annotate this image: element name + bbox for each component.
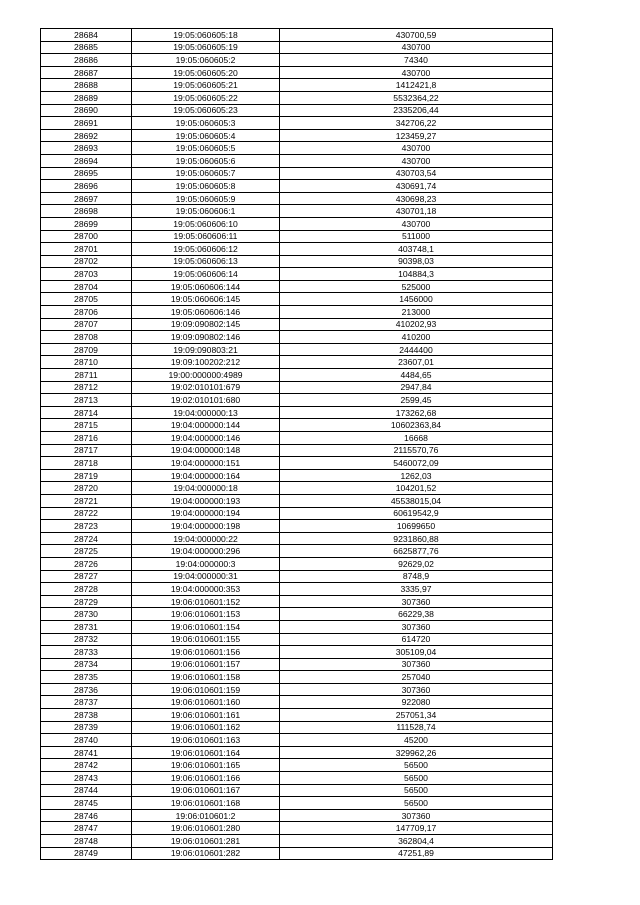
row-number-cell: 28721: [41, 494, 132, 507]
value-cell: 342706,22: [280, 117, 553, 130]
value-cell: 511000: [280, 230, 553, 243]
value-cell: 104884,3: [280, 268, 553, 281]
value-cell: 307360: [280, 809, 553, 822]
cadastral-number-cell: 19:05:060606:14: [132, 268, 280, 281]
row-number-cell: 28699: [41, 217, 132, 230]
table-row: [41, 457, 553, 470]
row-number-cell: 28712: [41, 381, 132, 394]
cadastral-number-cell: 19:05:060605:18: [132, 29, 280, 42]
cadastral-number-cell: 19:06:010601:157: [132, 658, 280, 671]
row-number-cell: 28697: [41, 192, 132, 205]
row-number-cell: 28691: [41, 117, 132, 130]
table-row: [41, 180, 553, 193]
table-row: [41, 217, 553, 230]
cadastral-number-cell: 19:04:000000:31: [132, 570, 280, 583]
value-cell: 329962,26: [280, 746, 553, 759]
cadastral-number-cell: 19:06:010601:168: [132, 797, 280, 810]
table-row: [41, 444, 553, 457]
table-row: [41, 583, 553, 596]
value-cell: 9231860,88: [280, 532, 553, 545]
cadastral-number-cell: 19:05:060606:13: [132, 255, 280, 268]
row-number-cell: 28708: [41, 331, 132, 344]
row-number-cell: 28702: [41, 255, 132, 268]
table-row: [41, 469, 553, 482]
value-cell: 147709,17: [280, 822, 553, 835]
value-cell: 307360: [280, 595, 553, 608]
value-cell: 430703,54: [280, 167, 553, 180]
table-row: [41, 104, 553, 117]
value-cell: 257051,34: [280, 709, 553, 722]
row-number-cell: 28714: [41, 406, 132, 419]
cadastral-number-cell: 19:05:060606:11: [132, 230, 280, 243]
row-number-cell: 28700: [41, 230, 132, 243]
value-cell: 8748,9: [280, 570, 553, 583]
table-row: [41, 66, 553, 79]
value-cell: 307360: [280, 658, 553, 671]
cadastral-number-cell: 19:06:010601:162: [132, 721, 280, 734]
cadastral-number-cell: 19:09:090802:146: [132, 331, 280, 344]
cadastral-number-cell: 19:05:060605:7: [132, 167, 280, 180]
value-cell: 430700: [280, 217, 553, 230]
row-number-cell: 28734: [41, 658, 132, 671]
value-cell: 5532364,22: [280, 91, 553, 104]
table-row: [41, 570, 553, 583]
table-row: [41, 142, 553, 155]
cadastral-number-cell: 19:04:000000:146: [132, 432, 280, 445]
cadastral-number-cell: 19:09:090803:21: [132, 343, 280, 356]
table-row: [41, 29, 553, 42]
value-cell: 403748,1: [280, 243, 553, 256]
cadastral-number-cell: 19:05:060606:144: [132, 280, 280, 293]
value-cell: 1262,03: [280, 469, 553, 482]
table-row: [41, 255, 553, 268]
value-cell: 430700: [280, 41, 553, 54]
table-row: [41, 784, 553, 797]
value-cell: 6625877,76: [280, 545, 553, 558]
table-row: [41, 847, 553, 860]
cadastral-number-cell: 19:05:060606:145: [132, 293, 280, 306]
row-number-cell: 28740: [41, 734, 132, 747]
row-number-cell: 28716: [41, 432, 132, 445]
cadastral-number-cell: 19:05:060605:23: [132, 104, 280, 117]
table-row: [41, 243, 553, 256]
row-number-cell: 28719: [41, 469, 132, 482]
table-row: [41, 117, 553, 130]
table-row: [41, 230, 553, 243]
row-number-cell: 28707: [41, 318, 132, 331]
table-row: [41, 759, 553, 772]
table-row: [41, 419, 553, 432]
table-row: [41, 671, 553, 684]
value-cell: 92629,02: [280, 557, 553, 570]
table-row: [41, 709, 553, 722]
cadastral-number-cell: 19:06:010601:159: [132, 683, 280, 696]
cadastral-number-cell: 19:05:060605:19: [132, 41, 280, 54]
table-row: [41, 154, 553, 167]
cadastral-number-cell: 19:05:060605:8: [132, 180, 280, 193]
value-cell: 1412421,8: [280, 79, 553, 92]
table-row: [41, 620, 553, 633]
cadastral-number-cell: 19:05:060605:5: [132, 142, 280, 155]
value-cell: 525000: [280, 280, 553, 293]
cadastral-number-cell: 19:04:000000:193: [132, 494, 280, 507]
row-number-cell: 28746: [41, 809, 132, 822]
table-row: [41, 394, 553, 407]
value-cell: 123459,27: [280, 129, 553, 142]
row-number-cell: 28727: [41, 570, 132, 583]
table-row: [41, 633, 553, 646]
table-row: [41, 280, 553, 293]
row-number-cell: 28710: [41, 356, 132, 369]
value-cell: 173262,68: [280, 406, 553, 419]
row-number-cell: 28726: [41, 557, 132, 570]
value-cell: 614720: [280, 633, 553, 646]
table-row: [41, 91, 553, 104]
cadastral-number-cell: 19:04:000000:198: [132, 520, 280, 533]
cadastral-number-cell: 19:04:000000:22: [132, 532, 280, 545]
table-row: [41, 772, 553, 785]
cadastral-number-cell: 19:04:000000:148: [132, 444, 280, 457]
cadastral-number-cell: 19:05:060605:9: [132, 192, 280, 205]
row-number-cell: 28718: [41, 457, 132, 470]
cadastral-number-cell: 19:06:010601:156: [132, 646, 280, 659]
value-cell: 362804,4: [280, 835, 553, 848]
value-cell: 56500: [280, 772, 553, 785]
table-row: [41, 381, 553, 394]
table-row: [41, 482, 553, 495]
value-cell: 5460072,09: [280, 457, 553, 470]
table-row: [41, 646, 553, 659]
data-table: [40, 28, 553, 860]
row-number-cell: 28728: [41, 583, 132, 596]
cadastral-number-cell: 19:06:010601:163: [132, 734, 280, 747]
value-cell: 45200: [280, 734, 553, 747]
table-row: [41, 406, 553, 419]
table-row: [41, 608, 553, 621]
row-number-cell: 28704: [41, 280, 132, 293]
value-cell: 56500: [280, 797, 553, 810]
table-row: [41, 41, 553, 54]
table-row: [41, 343, 553, 356]
cadastral-number-cell: 19:06:010601:155: [132, 633, 280, 646]
cadastral-number-cell: 19:06:010601:165: [132, 759, 280, 772]
row-number-cell: 28705: [41, 293, 132, 306]
value-cell: 430700: [280, 154, 553, 167]
value-cell: 307360: [280, 620, 553, 633]
cadastral-number-cell: 19:05:060606:10: [132, 217, 280, 230]
table-row: [41, 129, 553, 142]
row-number-cell: 28732: [41, 633, 132, 646]
value-cell: 66229,38: [280, 608, 553, 621]
value-cell: 410200: [280, 331, 553, 344]
row-number-cell: 28741: [41, 746, 132, 759]
row-number-cell: 28696: [41, 180, 132, 193]
value-cell: 410202,93: [280, 318, 553, 331]
row-number-cell: 28690: [41, 104, 132, 117]
row-number-cell: 28713: [41, 394, 132, 407]
value-cell: 430700: [280, 66, 553, 79]
cadastral-number-cell: 19:00:000000:4989: [132, 369, 280, 382]
row-number-cell: 28725: [41, 545, 132, 558]
value-cell: 10602363,84: [280, 419, 553, 432]
cadastral-number-cell: 19:04:000000:296: [132, 545, 280, 558]
cadastral-number-cell: 19:02:010101:679: [132, 381, 280, 394]
value-cell: 47251,89: [280, 847, 553, 860]
cadastral-number-cell: 19:06:010601:166: [132, 772, 280, 785]
table-row: [41, 734, 553, 747]
table-row: [41, 809, 553, 822]
value-cell: 922080: [280, 696, 553, 709]
value-cell: 430701,18: [280, 205, 553, 218]
table-row: [41, 595, 553, 608]
value-cell: 3335,97: [280, 583, 553, 596]
value-cell: 16668: [280, 432, 553, 445]
table-row: [41, 268, 553, 281]
cadastral-number-cell: 19:04:000000:13: [132, 406, 280, 419]
value-cell: 10699650: [280, 520, 553, 533]
value-cell: 4484,65: [280, 369, 553, 382]
table-row: [41, 545, 553, 558]
value-cell: 60619542,9: [280, 507, 553, 520]
row-number-cell: 28692: [41, 129, 132, 142]
row-number-cell: 28685: [41, 41, 132, 54]
row-number-cell: 28723: [41, 520, 132, 533]
cadastral-number-cell: 19:09:090802:145: [132, 318, 280, 331]
cadastral-number-cell: 19:05:060606:1: [132, 205, 280, 218]
cadastral-number-cell: 19:06:010601:158: [132, 671, 280, 684]
value-cell: 430698,23: [280, 192, 553, 205]
row-number-cell: 28747: [41, 822, 132, 835]
table-row: [41, 54, 553, 67]
row-number-cell: 28724: [41, 532, 132, 545]
table-row: [41, 696, 553, 709]
cadastral-number-cell: 19:09:100202:212: [132, 356, 280, 369]
value-cell: 111528,74: [280, 721, 553, 734]
row-number-cell: 28715: [41, 419, 132, 432]
cadastral-number-cell: 19:05:060605:6: [132, 154, 280, 167]
value-cell: 257040: [280, 671, 553, 684]
value-cell: 2599,45: [280, 394, 553, 407]
table-row: [41, 494, 553, 507]
row-number-cell: 28738: [41, 709, 132, 722]
cadastral-number-cell: 19:06:010601:282: [132, 847, 280, 860]
cadastral-number-cell: 19:04:000000:353: [132, 583, 280, 596]
row-number-cell: 28730: [41, 608, 132, 621]
value-cell: 305109,04: [280, 646, 553, 659]
row-number-cell: 28687: [41, 66, 132, 79]
table-row: [41, 658, 553, 671]
row-number-cell: 28749: [41, 847, 132, 860]
row-number-cell: 28729: [41, 595, 132, 608]
cadastral-number-cell: 19:06:010601:154: [132, 620, 280, 633]
cadastral-number-cell: 19:06:010601:281: [132, 835, 280, 848]
cadastral-number-cell: 19:04:000000:194: [132, 507, 280, 520]
row-number-cell: 28742: [41, 759, 132, 772]
cadastral-number-cell: 19:06:010601:153: [132, 608, 280, 621]
cadastral-number-cell: 19:06:010601:167: [132, 784, 280, 797]
row-number-cell: 28709: [41, 343, 132, 356]
cadastral-number-cell: 19:04:000000:3: [132, 557, 280, 570]
row-number-cell: 28695: [41, 167, 132, 180]
row-number-cell: 28684: [41, 29, 132, 42]
cadastral-number-cell: 19:05:060605:3: [132, 117, 280, 130]
row-number-cell: 28686: [41, 54, 132, 67]
cadastral-number-cell: 19:05:060606:146: [132, 306, 280, 319]
row-number-cell: 28737: [41, 696, 132, 709]
cadastral-number-cell: 19:05:060605:4: [132, 129, 280, 142]
row-number-cell: 28748: [41, 835, 132, 848]
value-cell: 430691,74: [280, 180, 553, 193]
row-number-cell: 28698: [41, 205, 132, 218]
value-cell: 430700: [280, 142, 553, 155]
cadastral-number-cell: 19:06:010601:2: [132, 809, 280, 822]
value-cell: 2335206,44: [280, 104, 553, 117]
table-row: [41, 532, 553, 545]
table-row: [41, 167, 553, 180]
row-number-cell: 28688: [41, 79, 132, 92]
cadastral-number-cell: 19:05:060606:12: [132, 243, 280, 256]
cadastral-number-cell: 19:06:010601:280: [132, 822, 280, 835]
row-number-cell: 28736: [41, 683, 132, 696]
row-number-cell: 28706: [41, 306, 132, 319]
value-cell: 2444400: [280, 343, 553, 356]
cadastral-number-cell: 19:06:010601:164: [132, 746, 280, 759]
row-number-cell: 28744: [41, 784, 132, 797]
cadastral-number-cell: 19:05:060605:22: [132, 91, 280, 104]
row-number-cell: 28717: [41, 444, 132, 457]
table-row: [41, 683, 553, 696]
value-cell: 74340: [280, 54, 553, 67]
cadastral-number-cell: 19:06:010601:161: [132, 709, 280, 722]
cadastral-number-cell: 19:05:060605:20: [132, 66, 280, 79]
cadastral-number-cell: 19:04:000000:144: [132, 419, 280, 432]
row-number-cell: 28720: [41, 482, 132, 495]
cadastral-number-cell: 19:04:000000:151: [132, 457, 280, 470]
cadastral-number-cell: 19:04:000000:164: [132, 469, 280, 482]
table-row: [41, 192, 553, 205]
value-cell: 23607,01: [280, 356, 553, 369]
row-number-cell: 28735: [41, 671, 132, 684]
row-number-cell: 28703: [41, 268, 132, 281]
row-number-cell: 28693: [41, 142, 132, 155]
value-cell: 56500: [280, 759, 553, 772]
table-row: [41, 432, 553, 445]
table-row: [41, 721, 553, 734]
table-row: [41, 557, 553, 570]
row-number-cell: 28745: [41, 797, 132, 810]
cadastral-number-cell: 19:06:010601:152: [132, 595, 280, 608]
table-body: [41, 29, 553, 860]
cadastral-number-cell: 19:06:010601:160: [132, 696, 280, 709]
value-cell: 213000: [280, 306, 553, 319]
table-row: [41, 306, 553, 319]
value-cell: 307360: [280, 683, 553, 696]
table-row: [41, 822, 553, 835]
row-number-cell: 28694: [41, 154, 132, 167]
table-row: [41, 318, 553, 331]
table-row: [41, 835, 553, 848]
row-number-cell: 28739: [41, 721, 132, 734]
row-number-cell: 28722: [41, 507, 132, 520]
table-row: [41, 331, 553, 344]
value-cell: 45538015,04: [280, 494, 553, 507]
value-cell: 104201,52: [280, 482, 553, 495]
table-row: [41, 356, 553, 369]
table-row: [41, 507, 553, 520]
value-cell: 2947,84: [280, 381, 553, 394]
table-row: [41, 205, 553, 218]
table-row: [41, 797, 553, 810]
row-number-cell: 28733: [41, 646, 132, 659]
value-cell: 2115570,76: [280, 444, 553, 457]
cadastral-number-cell: 19:02:010101:680: [132, 394, 280, 407]
row-number-cell: 28701: [41, 243, 132, 256]
row-number-cell: 28689: [41, 91, 132, 104]
cadastral-number-cell: 19:05:060605:2: [132, 54, 280, 67]
table-row: [41, 746, 553, 759]
cadastral-number-cell: 19:04:000000:18: [132, 482, 280, 495]
row-number-cell: 28743: [41, 772, 132, 785]
value-cell: 1456000: [280, 293, 553, 306]
value-cell: 90398,03: [280, 255, 553, 268]
table-row: [41, 520, 553, 533]
value-cell: 56500: [280, 784, 553, 797]
row-number-cell: 28731: [41, 620, 132, 633]
value-cell: 430700,59: [280, 29, 553, 42]
cadastral-number-cell: 19:05:060605:21: [132, 79, 280, 92]
row-number-cell: 28711: [41, 369, 132, 382]
table-row: [41, 293, 553, 306]
table-row: [41, 79, 553, 92]
table-row: [41, 369, 553, 382]
